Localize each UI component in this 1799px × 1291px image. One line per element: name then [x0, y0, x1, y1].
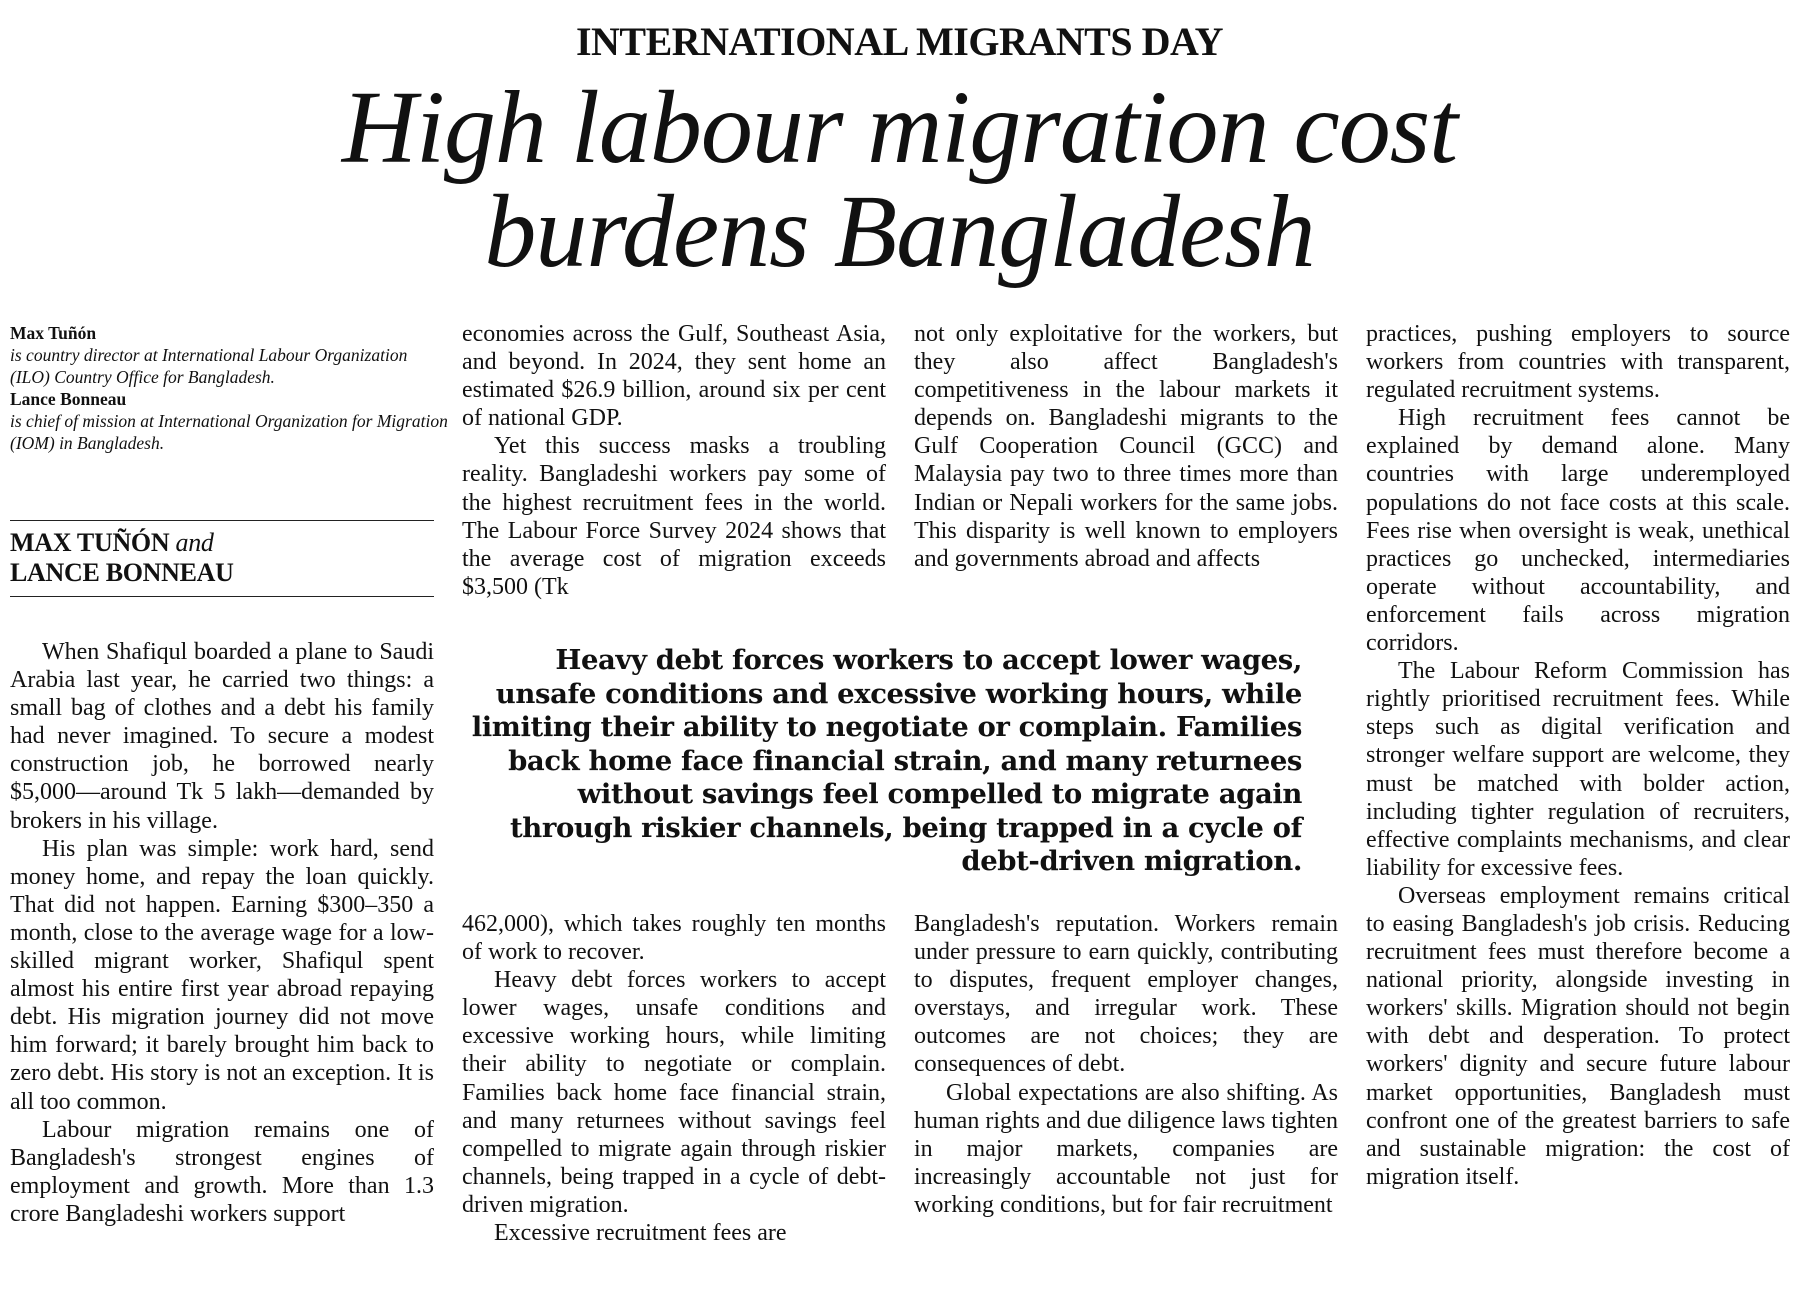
bio-author2-desc: is chief of mission at International Organization for Migration (IOM) in Bangladesh. [10, 411, 448, 453]
byline-author2: LANCE BONNEAU [10, 558, 234, 587]
article-column-1 [10, 638, 434, 1228]
article-column-4 [1366, 320, 1790, 1191]
headline-line-1: High labour migration cost [341, 70, 1458, 185]
byline-bottom-rule [10, 596, 434, 597]
byline-author1: MAX TUÑÓN [10, 528, 170, 557]
paragraph: Global expectations are also shifting. As human rights and due diligence laws tighten in major markets, companies are increasingly accountable not just for working conditions, but for fair recruitment [914, 1079, 1338, 1218]
paragraph: Excessive recruitment fees are [494, 1220, 787, 1247]
paragraph: When Shafiqul boarded a plane to Saudi Arabia last year, he carried two things: a small bag of clothes and a debt his family had never imagined. To secure a modest construction job, he borrowed nearly $5,000—around Tk 5 lakh—demanded by brokers in his village. [10, 639, 434, 834]
article-column-3-top [914, 320, 1338, 573]
paragraph: Yet this success masks a troubling reality. Bangladeshi workers pay some of the highest recruitment fees in the world. The Labour Force Survey 2024 shows that the average cost of migration exceeds $3,500 (Tk [462, 433, 886, 600]
byline-top-rule [10, 520, 434, 521]
byline [10, 528, 450, 588]
headline-line-2: burdens Bangladesh [484, 174, 1315, 289]
article-headline [0, 70, 1799, 289]
paragraph: His plan was simple: work hard, send money home, and repay the loan quickly. That did not happen. Earning $300–350 a month, close to the average wage for a low-skilled migrant worker, Shafiqul spent almost his entire first year abroad repaying debt. His migration journey did not move him forward; it barely brought him back to zero debt. His story is not an exception. It is all too common. [10, 835, 434, 1115]
article-column-2-top [462, 320, 886, 601]
pull-quote: Heavy debt forces workers to accept lower wages, unsafe conditions and excessive working hours, while limiting their ability to negotiate or complain. Families back home face financial strain, and many returnees without savings feel compelled to migrate again through riskier channels, being trapped in a cycle of debt-driven migration. [471, 644, 1302, 877]
paragraph: Heavy debt forces workers to accept lower wages, unsafe conditions and excessive working hours, while limiting their ability to negotiate or complain. Families back home face financial strain, and many returnees without savings feel compelled to migrate again through riskier channels, being trapped in a cycle of debt-driven migration. [462, 967, 886, 1218]
article-column-2-bottom [462, 910, 886, 1247]
paragraph: not only exploitative for the workers, but they also affect Bangladesh's competitiveness in the labour markets it depends on. Bangladeshi migrants to the Gulf Cooperation Council (GCC) and Malaysia pay two to three times more than Indian or Nepali workers for the same jobs. This disparity is well known to employers and governments abroad and affects [914, 321, 1338, 572]
paragraph: Labour migration remains one of Bangladesh's strongest engines of employment and growth. More than 1.3 crore Bangladeshi workers support [10, 1116, 434, 1227]
paragraph: practices, pushing employers to source workers from countries with transparent, regulated recruitment systems. [1366, 321, 1790, 404]
paragraph: 462,000), which takes roughly ten months of work to recover. [462, 911, 886, 966]
section-kicker: INTERNATIONAL MIGRANTS DAY [575, 19, 1224, 64]
byline-and: and [175, 528, 214, 557]
paragraph: Overseas employment remains critical to easing Bangladesh's job crisis. Reducing recruitment fees must therefore become a national priority, alongside investing in workers' skills. Migration should not begin with debt and desperation. To protect workers' dignity and secure future labour market opportunities, Bangladesh must confront one of the greatest barriers to safe and sustainable migration: the cost of migration itself. [1366, 882, 1790, 1190]
bio-author1-desc: is country director at International Labour Organization (ILO) Country Office for Bangladesh. [10, 345, 408, 387]
article-column-3-bottom [914, 910, 1338, 1219]
bio-author1-name: Max Tuñón [10, 323, 97, 343]
author-bio [10, 322, 450, 454]
paragraph: economies across the Gulf, Southeast Asia, and beyond. In 2024, they sent home an estimated $26.9 billion, around six per cent of national GDP. [462, 321, 886, 432]
bio-author2-name: Lance Bonneau [10, 389, 127, 409]
paragraph: High recruitment fees cannot be explained by demand alone. Many countries with large underemployed populations do not face costs at this scale. Fees rise when oversight is weak, unethical practices go unchecked, intermediaries operate without accountability, and enforcement fails across migration corridors. [1366, 405, 1790, 657]
paragraph: The Labour Reform Commission has rightly prioritised recruitment fees. While steps such as digital verification and stronger welfare support are welcome, they must be matched with bolder action, including tighter regulation of recruiters, effective complaints mechanisms, and clear liability for excessive fees. [1366, 658, 1790, 881]
paragraph: Bangladesh's reputation. Workers remain under pressure to earn quickly, contributing to disputes, frequent employer changes, overstays, and irregular work. These outcomes are not choices; they are consequences of debt. [914, 911, 1338, 1078]
